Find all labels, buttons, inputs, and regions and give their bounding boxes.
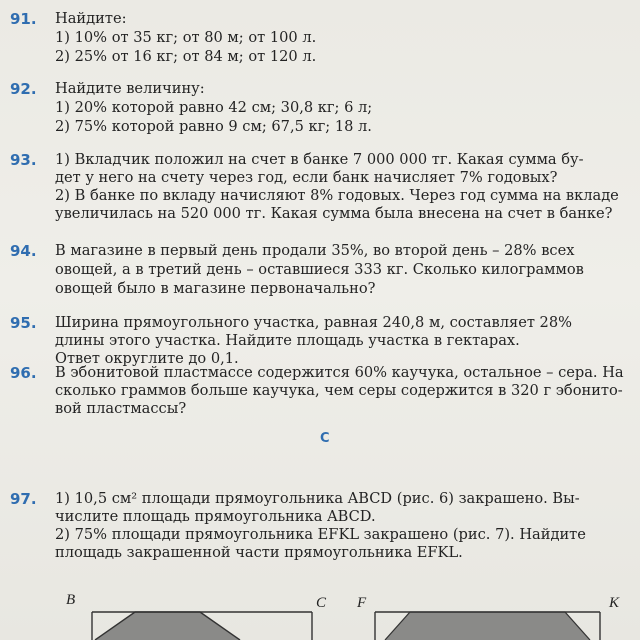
problem-text-line: В эбонитовой пластмассе содержится 60% каучука, остальное – сера. На: [55, 364, 624, 381]
problem-text-line: длины этого участка. Найдите площадь участка в гектарах.: [55, 332, 520, 349]
problem-text-line: Ширина прямоугольного участка, равная 240,8 м, составляет 28%: [55, 314, 572, 331]
problem-text-line: сколько граммов больше каучука, чем серы содержится в 320 г эбонито-: [55, 382, 623, 399]
problem-text-line: 1) 10,5 см² площади прямоугольника ABCD (рис. 6) закрашено. Вы-: [55, 490, 580, 507]
figure-6-shaded-region: [95, 612, 240, 640]
figure-7-shaded-region: [385, 612, 590, 640]
problem-text-line: Ответ округлите до 0,1.: [55, 350, 239, 367]
problem-number: 92.: [10, 80, 37, 98]
problem-text-line: дет у него на счету через год, если банк начисляет 7% годовых?: [55, 169, 558, 186]
problem-text-line: площадь закрашенной части прямоугольника EFKL.: [55, 544, 463, 561]
problem-text-line: 2) 75% которой равно 9 см; 67,5 кг; 18 л.: [55, 118, 372, 135]
problem-text-line: 2) 75% площади прямоугольника EFKL закрашено (рис. 7). Найдите: [55, 526, 586, 543]
figure-6-shaded-outline: [95, 612, 240, 640]
figure-7-label-k: K: [609, 595, 620, 611]
problem-text-line: числите площадь прямоугольника ABCD.: [55, 508, 376, 525]
problem-text-line: овощей, а в третий день – оставшиеся 333 кг. Сколько килограммов: [55, 261, 584, 278]
problem-number: 96.: [10, 364, 37, 382]
figure-7-shaded-outline: [385, 612, 590, 640]
problem-text-line: увеличилась на 520 000 тг. Какая сумма была внесена на счет в банке?: [55, 205, 613, 222]
problem-text-line: 2) В банке по вкладу начисляют 8% годовых. Через год сумма на вкладе: [55, 187, 619, 204]
section-letter: C: [320, 431, 330, 446]
problem-number: 93.: [10, 151, 37, 169]
problem-number: 95.: [10, 314, 37, 332]
problem-text-line: овощей было в магазине первоначально?: [55, 280, 376, 297]
problem-text-line: Найдите:: [55, 10, 127, 27]
problem-text-line: В магазине в первый день продали 35%, во второй день – 28% всех: [55, 242, 575, 259]
problem-text-line: 2) 25% от 16 кг; от 84 м; от 120 л.: [55, 48, 317, 65]
problem-number: 97.: [10, 490, 37, 508]
problem-text-line: вой пластмассы?: [55, 400, 187, 417]
problem-number: 94.: [10, 242, 37, 260]
figure-6-label-b: B: [66, 592, 76, 608]
figure-7-label-f: F: [357, 595, 367, 611]
problem-text-line: 1) 20% которой равно 42 см; 30,8 кг; 6 л;: [55, 99, 373, 116]
figure-6-label-c: C: [316, 595, 327, 611]
figure-7-rectangle-efkl: [375, 612, 600, 640]
problem-text-line: Найдите величину:: [55, 80, 205, 97]
figure-6-rectangle-abcd: [92, 612, 312, 640]
problem-text-line: 1) 10% от 35 кг; от 80 м; от 100 л.: [55, 29, 317, 46]
problem-number: 91.: [10, 10, 37, 28]
problem-text-line: 1) Вкладчик положил на счет в банке 7 000 000 тг. Какая сумма бу-: [55, 151, 584, 168]
